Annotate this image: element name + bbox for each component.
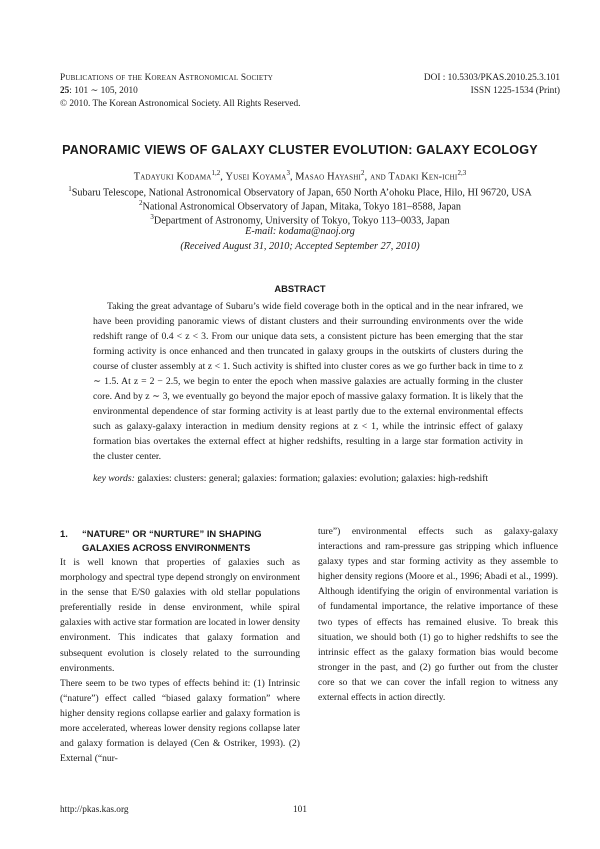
doi: DOI : 10.5303/PKAS.2010.25.3.101: [423, 73, 560, 83]
received-dates: (Received August 31, 2010; Accepted September 27, 2010): [180, 241, 420, 252]
volume-number: 25: [60, 86, 70, 96]
author-sep: ,: [290, 171, 296, 183]
author-sup: 2,3: [457, 169, 467, 177]
affiliation: [0, 199, 600, 212]
doi-header: [424, 72, 560, 98]
journal-url: http://pkas.kas.org: [60, 805, 129, 815]
journal-name: Publications of the Korean Astronomical Society: [60, 73, 274, 83]
author-sup: 3: [286, 169, 291, 177]
affiliation: [0, 185, 600, 198]
affiliation-text: Department of Astronomy, University of Tokyo, Tokyo 113–0033, Japan: [153, 215, 450, 227]
body-paragraph: It is well known that properties of galaxies such as morphology and spectral type depend strongly on environment in the sense that E/S0 galaxies with old stellar populations preferentially reside in dense environment, while spiral galaxies with active star formation are located in lower density environment. This indicates that galaxy formation and subsequent evolution is closely related to the surrounding environments.: [60, 557, 300, 674]
section-heading-line: GALAXIES ACROSS ENVIRONMENTS: [82, 542, 251, 553]
author-sep: ,: [220, 171, 226, 183]
author-email: E-mail: kodama@naoj.org: [245, 226, 355, 237]
keywords-label: key words:: [93, 473, 135, 484]
affiliation-sup: 3: [150, 213, 154, 221]
affiliation-sup: 2: [138, 199, 143, 207]
section-number: 1.: [60, 528, 68, 539]
section-heading: [60, 527, 300, 555]
abstract-text: Taking the great advantage of Subaru’s wide field coverage both in the optical and in the near infrared, we have been providing panoramic views of distant clusters and their surrounding environments over the wide redshift range of 0.4 < z < 3. From our unique data sets, a consistent picture has been emerging that the star forming activity is once enhanced and then truncated in galaxy groups in the outskirts of clusters during the course of cluster assembly at z < 1. Such activity is shifted into cluster cores as we go further back in time to z ∼ 1.5. At z = 2 − 2.5, we begin to enter the epoch when massive galaxies are actually forming in the cluster core. And by z ∼ 3, we eventually go beyond the major epoch of massive galaxy formation. It is likely that the environmental dependence of star forming activity is at least partly due to the external environmental effects such as galaxy-galaxy interaction in medium density regions at z < 1, while the intrinsic effect of galaxy formation bias overtakes the external effect at higher redshifts, resulting in a large star formation activity in the cluster center.: [93, 301, 523, 463]
section-heading-line: “NATURE” OR “NURTURE” IN SHAPING: [82, 528, 262, 539]
keywords-list: galaxies: clusters: general; galaxies: formation; galaxies: evolution; galaxies: high-redshift: [137, 473, 489, 484]
paper-title: PANORAMIC VIEWS OF GALAXY CLUSTER EVOLUTION: GALAXY ECOLOGY: [62, 143, 538, 157]
issn: ISSN 1225-1534 (Print): [470, 86, 560, 96]
affiliation: [0, 213, 600, 226]
keywords: [93, 472, 523, 486]
author-name: Tadayuki Kodama: [133, 171, 212, 183]
abstract-heading: ABSTRACT: [274, 284, 326, 294]
volume-pages: : 101 ∼ 105, 2010: [69, 86, 138, 96]
affiliation-sup: 1: [68, 185, 72, 193]
volume-info: [60, 85, 300, 98]
body-paragraph: There seem to be two types of effects behind it: (1) Intrinsic (“nature”) effect called “biased galaxy formation” where higher density regions collapse earlier and galaxy formation is more accelerated, whereas lower density regions collapse later and galaxy formation is delayed (Cen & Ostriker, 1993). (2) External (“nur-: [60, 678, 300, 765]
author-list: [0, 169, 600, 182]
journal-header: [60, 72, 300, 111]
body-paragraph: ture”) environmental effects such as galaxy-galaxy interactions and ram-pressure gas stripping which influence galaxy types and star forming activity as they assemble to higher density regions (Moore et al., 1996; Abadi et al., 1999). Although identifying the origin of environmental variation is of fundamental importance, the relative importance of these two types of effects has remained elusive. To break this situation, we should both (1) go to higher redshifts to see the intrinsic effect as the galaxy formation bias would become stronger in the past, and (2) go further out from the cluster core so that we can cover the infall region to witness any external effects in action directly.: [318, 526, 558, 704]
affiliation-text: National Astronomical Observatory of Japan, Mitaka, Tokyo 181–8588, Japan: [142, 201, 462, 213]
affiliation-text: Subaru Telescope, National Astronomical Observatory of Japan, 650 North A’ohoku Place, Hilo, HI 96720, USA: [71, 187, 532, 199]
author-sep: , and: [364, 171, 389, 183]
author-name: Tadaki Ken-ichi: [388, 171, 458, 183]
author-name: Yusei Koyama: [225, 171, 287, 183]
author-sup: 1,2: [211, 169, 221, 177]
copyright-line: © 2010. The Korean Astronomical Society. All Rights Reserved.: [60, 99, 301, 109]
author-name: Masao Hayashi: [295, 171, 362, 183]
page-number: 101: [293, 805, 307, 815]
author-sup: 2: [361, 169, 365, 177]
